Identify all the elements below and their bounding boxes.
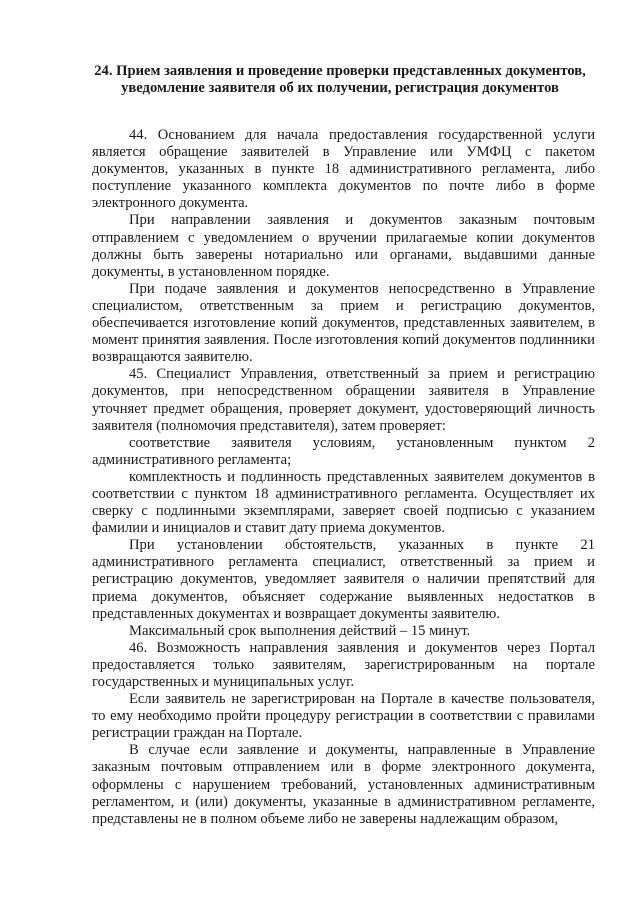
paragraph-check-completeness: комплектность и подлинность представленных заявителем документов в соответствии с пунктом 18 административного регламента. Осуществляет их сверку с подлинными экземплярами, заверяет своей подписью с указанием фамилии и инициалов и ставит дату приема документов. — [92, 468, 595, 537]
paragraph-max-time: Максимальный срок выполнения действий – 15 минут. — [129, 622, 471, 639]
paragraph-obstacles: При установлении обстоятельств, указанных в пункте 21 административного регламента специалист, ответственный за прием и регистрацию документов, уведомляет заявителя о наличии препятствий для приема документов, объясняет содержание выявленных недостатков в представленных документах и возвращает документы заявителю. — [92, 537, 595, 622]
paragraph-46: 46. Возможность направления заявления и документов через Портал предоставляется только заявителям, зарегистрированным на портале государственных и муниципальных услуг. — [92, 639, 595, 690]
document-body — [92, 127, 595, 828]
paragraph-mail-copies: При направлении заявления и документов заказным почтовым отправлением с уведомлением о вручении прилагаемые копии документов должны быть заверены нотариально или органами, выдавшими данные документы, в установленном порядке. — [92, 212, 595, 280]
paragraph-45: 45. Специалист Управления, ответственный за прием и регистрацию документов, при непосредственном обращении заявителя в Управление уточняет предмет обращения, проверяет документ, удостоверяющий личность заявителя (полномочия представителя), затем проверяет: — [92, 366, 595, 434]
paragraph-44: 44. Основанием для начала предоставления государственной услуги является обращение заявителей в Управление или УМФЦ с пакетом документов, указанных в пункте 18 административного регламента, либо поступление указанного комплекта документов по почте либо в форме электронного документа. — [92, 127, 595, 212]
paragraph-check-conditions: соответствие заявителя условиям, установленным пунктом 2 административного регламента; — [92, 434, 595, 468]
paragraph-registration: Если заявитель не зарегистрирован на Портале в качестве пользователя, то ему необходимо пройти процедуру регистрации в соответствии с правилами регистрации граждан на Портале. — [92, 691, 595, 742]
section-heading: 24. Прием заявления и проведение проверки представленных документов, уведомление заявителя об их получении, регистрация документов — [94, 63, 586, 96]
paragraph-direct-submission: При подаче заявления и документов непосредственно в Управление специалистом, ответственным за прием и регистрацию документов, обеспечивается изготовление копий документов, представленных заявителем, в момент принятия заявления. После изготовления копий документов подлинники возвращаются заявителю. — [92, 280, 595, 366]
paragraph-violations: В случае если заявление и документы, направленные в Управление заказным почтовым отправлением или в форме электронного документа, оформлены с нарушением требований, установленных административным регламентом, и (или) документы, указанные в административном регламенте, представлены не в полном объеме либо не заверены надлежащим образом, — [92, 742, 595, 827]
